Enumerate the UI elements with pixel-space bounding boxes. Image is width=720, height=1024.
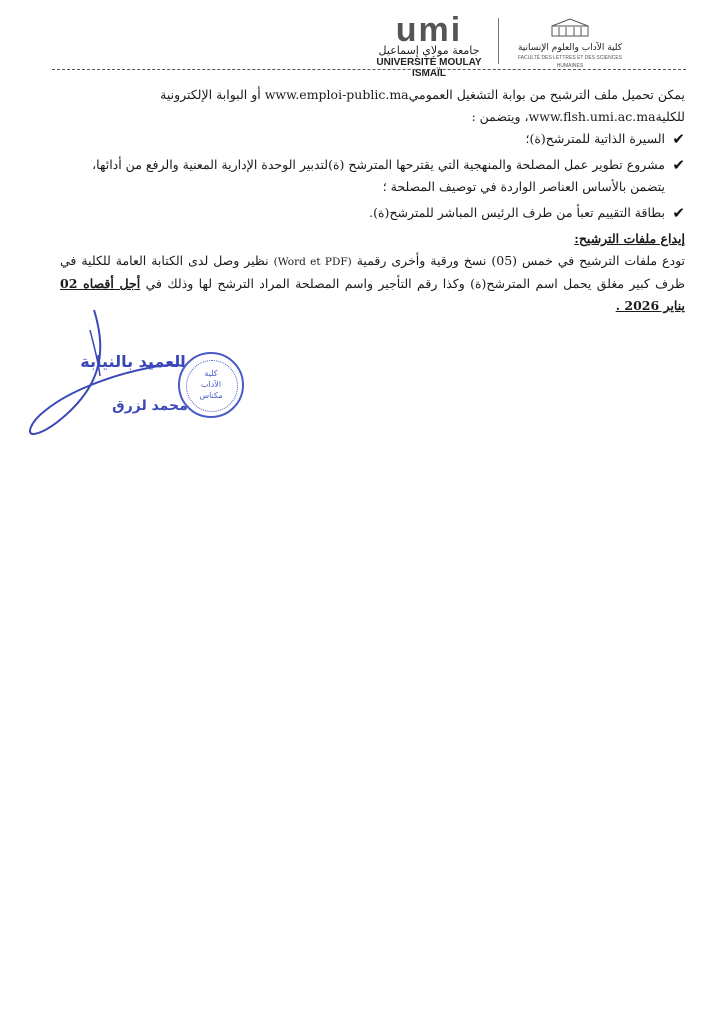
deposit-format: (Word et PDF) [273, 256, 352, 268]
faculty-name-ar: كلية الآداب والعلوم الإنسانية [517, 43, 623, 53]
faculty-logo [505, 18, 635, 70]
university-name-ar: جامعة مولاي إسماعيل [378, 44, 480, 57]
stamp-inner-ring [186, 360, 238, 412]
deposit-deadline: أجل أقصاه 02 يناير 2026 . [60, 276, 685, 313]
umi-logo-mark: umi [395, 11, 463, 49]
list-item [60, 128, 685, 150]
list-item [60, 202, 685, 224]
deposit-text-part2: نظير وصل لدى الكتابة العامة للكلية في ظرف كبير مغلق يحمل اسم المترشح(ة) وكذا رقم التأجير واسم المصلحة المراد الترشح لها وذلك في [60, 253, 685, 291]
list-item-text: السيرة الذاتية للمترشح(ة)؛ [525, 131, 665, 146]
university-name-fr: UNIVERSITÉ MOULAY ISMAÏL [376, 57, 482, 79]
dean-name: محمد لزرق [112, 398, 188, 414]
stamp-text: مكناس [199, 391, 223, 400]
stamp-text: الآداب [200, 380, 222, 389]
stamp-text: كلية [204, 369, 218, 378]
list-item-text: بطاقة التقييم تعبأ من طرف الرئيس المباشر للمترشح(ة). [369, 205, 665, 220]
header-dashed-rule [52, 69, 686, 70]
list-item [60, 154, 685, 198]
header-divider [498, 18, 499, 64]
official-stamp [178, 352, 244, 418]
document-body [60, 84, 685, 317]
letterhead [0, 11, 720, 79]
dean-title: العميد بالنيابة [80, 352, 186, 371]
faculty-building-icon [550, 18, 590, 38]
checkmark-icon: ✔ [672, 156, 685, 174]
intro-paragraph: يمكن تحميل ملف الترشيح من بوابة التشغيل العموميwww.emploi-public.ma أو البوابة الإلكترونية للكليةwww.flsh.umi.ac.ma، ويتضمن : [160, 87, 685, 124]
checkmark-icon: ✔ [672, 130, 685, 148]
checkmark-icon: ✔ [672, 204, 685, 222]
deposit-text-part1: تودع ملفات الترشيح في خمس (05) نسخ ورقية وأخرى رقمية [351, 253, 686, 268]
section-title: إيداع ملفات الترشيح: [574, 231, 685, 246]
faculty-name-fr: FACULTÉ DES LETTRES ET DES SCIENCES HUMAINES [517, 55, 622, 69]
list-item-text: مشروع تطوير عمل المصلحة والمنهجية التي يقترحها المترشح (ة)لتدبير الوحدة الإدارية المعنية والرفع من أدائها، يتضمن بالأساس العناصر الواردة في توصيف المصلحة ؛ [92, 157, 665, 194]
